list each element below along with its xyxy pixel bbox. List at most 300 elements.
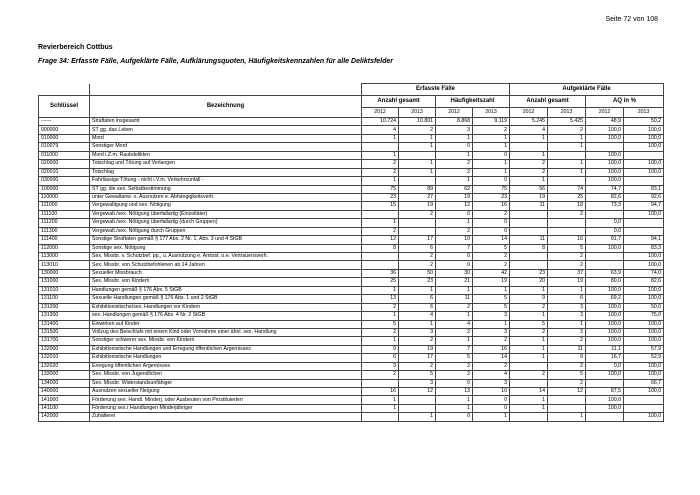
cell-erfasst-anzahl-2013: 2 [399, 126, 436, 134]
cell-haeufigkeit-2013: 1 [473, 143, 510, 151]
cell-aufgeklaert-anzahl-2012: 1 [510, 312, 548, 320]
cell-aufgeklaert-anzahl-2012: 19 [510, 193, 548, 201]
cell-bezeichnung: Erregung öffentlichen Ärgernisses [90, 362, 362, 370]
cell-aq-2012 [586, 379, 624, 387]
cell-haeufigkeit-2013: 23 [473, 193, 510, 201]
table-caption: Frage 34: Erfasste Fälle, Aufgeklärte Fälle, Aufklärungsquoten, Häufigkeitskennzahlen für alle Deliktsfelder [38, 58, 394, 65]
table-row [39, 354, 664, 362]
cell-aq-2012: 0,0 [586, 219, 624, 227]
cell-bezeichnung: Sonstige sex. Nötigung [90, 244, 362, 252]
cell-haeufigkeit-2013: 0 [473, 151, 510, 159]
cell-erfasst-anzahl-2013: 17 [399, 236, 436, 244]
cell-aq-2012: 100,0 [586, 320, 624, 328]
cell-schluessel: 132020 [39, 362, 90, 370]
cell-aufgeklaert-anzahl-2013: 1 [548, 413, 586, 421]
cell-aq-2012: 100,0 [586, 126, 624, 134]
cell-aufgeklaert-anzahl-2013: 5.425 [548, 118, 586, 126]
cell-erfasst-anzahl-2012: 15 [362, 202, 399, 210]
cell-bezeichnung: Mord [90, 134, 362, 142]
cell-aq-2013: 100,0 [624, 413, 664, 421]
cell-aq-2012: 82,6 [586, 193, 624, 201]
cell-aq-2013: 92,6 [624, 193, 664, 201]
header-year: 2013 [548, 108, 586, 118]
cell-erfasst-anzahl-2013: 6 [399, 303, 436, 311]
cell-erfasst-anzahl-2012: 5 [362, 320, 399, 328]
cell-haeufigkeit-2013: 5 [473, 295, 510, 303]
cell-haeufigkeit-2012: 0 [436, 261, 473, 269]
cell-haeufigkeit-2013: 2 [473, 261, 510, 269]
cell-haeufigkeit-2013: 0 [473, 227, 510, 235]
cell-erfasst-anzahl-2012 [362, 253, 399, 261]
table-row [39, 371, 664, 379]
cell-erfasst-anzahl-2013 [399, 177, 436, 185]
cell-aufgeklaert-anzahl-2012: 20 [510, 278, 548, 286]
cell-erfasst-anzahl-2012: 1 [362, 219, 399, 227]
cell-bezeichnung: Straftaten insgesamt [90, 118, 362, 126]
table-row [39, 210, 664, 218]
cell-erfasst-anzahl-2013: 1 [399, 134, 436, 142]
cell-haeufigkeit-2012: 1 [436, 337, 473, 345]
cell-erfasst-anzahl-2013 [399, 396, 436, 404]
cell-aq-2012: 100,0 [586, 151, 624, 159]
cell-haeufigkeit-2012: 1 [436, 177, 473, 185]
table-row [39, 134, 664, 142]
cell-aq-2013: 75,0 [624, 312, 664, 320]
cell-aufgeklaert-anzahl-2013: 2 [548, 253, 586, 261]
cell-aufgeklaert-anzahl-2012: 5.245 [510, 118, 548, 126]
cell-schluessel: 141000 [39, 396, 90, 404]
cell-erfasst-anzahl-2012: 2 [362, 160, 399, 168]
cell-aufgeklaert-anzahl-2012: 1 [510, 345, 548, 353]
cell-aq-2013: 50,2 [624, 118, 664, 126]
cell-aufgeklaert-anzahl-2012: 1 [510, 337, 548, 345]
header-year: 2012 [362, 108, 399, 118]
header-aq: AQ in % [586, 96, 664, 108]
cell-aufgeklaert-anzahl-2012: 2 [510, 160, 548, 168]
cell-bezeichnung: Förderung sex.r Handlungen Minderjähriger [90, 404, 362, 412]
cell-aq-2013: 100,0 [624, 143, 664, 151]
cell-aq-2013: 57,9 [624, 345, 664, 353]
cell-erfasst-anzahl-2012: 4 [362, 126, 399, 134]
table-row [39, 253, 664, 261]
cell-erfasst-anzahl-2013: 17 [399, 354, 436, 362]
cell-haeufigkeit-2012: 7 [436, 244, 473, 252]
cell-erfasst-anzahl-2013: 1 [399, 168, 436, 176]
cell-bezeichnung: Sex. Missbr. Widerstandsunfähiger [90, 379, 362, 387]
cell-schluessel: 131700 [39, 337, 90, 345]
cell-bezeichnung: Sexuelle Handlungen gemäß § 176 Abs. 1 und 2 StGB [90, 295, 362, 303]
cell-haeufigkeit-2012: 4 [436, 320, 473, 328]
cell-aufgeklaert-anzahl-2012 [510, 413, 548, 421]
table-row [39, 286, 664, 294]
cell-erfasst-anzahl-2013: 1 [399, 286, 436, 294]
cell-aq-2012: 73,3 [586, 202, 624, 210]
cell-schluessel: 111000 [39, 202, 90, 210]
cell-haeufigkeit-2013: 0 [473, 177, 510, 185]
cell-erfasst-anzahl-2013: 10.801 [399, 118, 436, 126]
cell-erfasst-anzahl-2012: 25 [362, 278, 399, 286]
cell-aq-2012: 100,0 [586, 312, 624, 320]
cell-aufgeklaert-anzahl-2013 [548, 219, 586, 227]
cell-aufgeklaert-anzahl-2012: 2 [510, 371, 548, 379]
cell-haeufigkeit-2013: 0 [473, 396, 510, 404]
cell-schluessel: 100000 [39, 185, 90, 193]
cell-aq-2012: 91,7 [586, 236, 624, 244]
cell-haeufigkeit-2013: 4 [473, 371, 510, 379]
cell-schluessel: 131100 [39, 295, 90, 303]
cell-erfasst-anzahl-2012: 2 [362, 227, 399, 235]
table-row [39, 177, 664, 185]
cell-aufgeklaert-anzahl-2012 [510, 362, 548, 370]
table-row [39, 413, 664, 421]
cell-erfasst-anzahl-2012: 1 [362, 404, 399, 412]
cell-aq-2012: 74,7 [586, 185, 624, 193]
cell-aq-2013: 83,3 [624, 244, 664, 252]
header-schluessel: Schlüssel [39, 96, 90, 118]
cell-aufgeklaert-anzahl-2012 [510, 210, 548, 218]
cell-haeufigkeit-2012: 2 [436, 362, 473, 370]
cell-aufgeklaert-anzahl-2013: 3 [548, 312, 586, 320]
table-body [39, 118, 664, 422]
cell-aufgeklaert-anzahl-2012: 8 [510, 244, 548, 252]
table-row [39, 388, 664, 396]
table-row [39, 244, 664, 252]
cell-bezeichnung: ST gg. das Leben [90, 126, 362, 134]
cell-erfasst-anzahl-2013 [399, 219, 436, 227]
cell-aufgeklaert-anzahl-2012: 2 [510, 328, 548, 336]
cell-haeufigkeit-2012: 1 [436, 134, 473, 142]
header-blank [39, 84, 90, 96]
cell-schluessel: 112000 [39, 244, 90, 252]
cell-bezeichnung: Sex. Missbr. von Kindern [90, 278, 362, 286]
cell-aufgeklaert-anzahl-2013: 2 [548, 379, 586, 387]
cell-haeufigkeit-2013: 75 [473, 185, 510, 193]
cell-aufgeklaert-anzahl-2012: 1 [510, 177, 548, 185]
cell-aq-2013: 82,6 [624, 278, 664, 286]
cell-haeufigkeit-2013: 5 [473, 244, 510, 252]
cell-bezeichnung: Vergewalt./sex. Nötigung überfallartig (Einzeltäter) [90, 210, 362, 218]
cell-haeufigkeit-2012: 30 [436, 269, 473, 277]
cell-aq-2013: 100,0 [624, 286, 664, 294]
cell-haeufigkeit-2012: 11 [436, 295, 473, 303]
statistics-table [38, 83, 664, 422]
cell-haeufigkeit-2013: 3 [473, 328, 510, 336]
cell-erfasst-anzahl-2013: 1 [399, 413, 436, 421]
cell-haeufigkeit-2013: 0 [473, 404, 510, 412]
cell-schluessel: 132000 [39, 345, 90, 353]
cell-aufgeklaert-anzahl-2012: 23 [510, 269, 548, 277]
cell-aufgeklaert-anzahl-2012 [510, 379, 548, 387]
page-number: Seite 72 von 108 [605, 16, 658, 23]
cell-schluessel: 011000 [39, 151, 90, 159]
cell-aq-2012: 100,0 [586, 337, 624, 345]
table-row [39, 404, 664, 412]
cell-erfasst-anzahl-2013: 19 [399, 345, 436, 353]
cell-aq-2012: 100,0 [586, 303, 624, 311]
cell-erfasst-anzahl-2013: 1 [399, 160, 436, 168]
cell-erfasst-anzahl-2013: 3 [399, 379, 436, 387]
header-year: 2013 [624, 108, 664, 118]
table-row [39, 337, 664, 345]
cell-aufgeklaert-anzahl-2012: 1 [510, 151, 548, 159]
cell-aq-2012 [586, 253, 624, 261]
cell-erfasst-anzahl-2013: 19 [399, 202, 436, 210]
cell-haeufigkeit-2013: 42 [473, 269, 510, 277]
cell-aufgeklaert-anzahl-2012: 14 [510, 388, 548, 396]
cell-aq-2012: 87,5 [586, 388, 624, 396]
cell-haeufigkeit-2013: 1 [473, 134, 510, 142]
cell-aq-2013: 52,9 [624, 354, 664, 362]
cell-aq-2012: 80,0 [586, 278, 624, 286]
cell-erfasst-anzahl-2012: 2 [362, 168, 399, 176]
cell-aufgeklaert-anzahl-2013: 1 [548, 134, 586, 142]
cell-aufgeklaert-anzahl-2012 [510, 261, 548, 269]
cell-erfasst-anzahl-2013: 50 [399, 269, 436, 277]
cell-schluessel: 131300 [39, 312, 90, 320]
cell-bezeichnung: Sonstige Straftaten gemäß § 177 Abs. 2 Nr. 1, Abs. 3 und 4 StGB [90, 236, 362, 244]
table-row [39, 193, 664, 201]
cell-erfasst-anzahl-2012: 8 [362, 244, 399, 252]
header-year: 2012 [586, 108, 624, 118]
cell-aufgeklaert-anzahl-2012: 1 [510, 286, 548, 294]
cell-aq-2013: 66,7 [624, 379, 664, 387]
cell-haeufigkeit-2013: 1 [473, 160, 510, 168]
cell-bezeichnung: Sex. Missbr. v. Schutzbef. pp., u. Ausnutzung e. Amtsst. o.e. Vertrauensverh. [90, 253, 362, 261]
cell-aufgeklaert-anzahl-2013: 2 [548, 210, 586, 218]
cell-bezeichnung: Fahrlässige Tötung - nicht i.V.m. Verkehrsunfall - [90, 177, 362, 185]
cell-haeufigkeit-2012: 19 [436, 193, 473, 201]
cell-aq-2013 [624, 227, 664, 235]
cell-aq-2012: 0,0 [586, 227, 624, 235]
cell-schluessel: 130000 [39, 269, 90, 277]
cell-erfasst-anzahl-2013: 2 [399, 253, 436, 261]
cell-aq-2012 [586, 413, 624, 421]
cell-erfasst-anzahl-2012 [362, 210, 399, 218]
cell-erfasst-anzahl-2012: 1 [362, 396, 399, 404]
cell-haeufigkeit-2012: 1 [436, 286, 473, 294]
cell-haeufigkeit-2012: 2 [436, 168, 473, 176]
cell-bezeichnung: Mord i.Z.m. Raubdelikten [90, 151, 362, 159]
cell-aufgeklaert-anzahl-2013: 1 [548, 168, 586, 176]
cell-erfasst-anzahl-2013: 2 [399, 210, 436, 218]
cell-schluessel: 111100 [39, 210, 90, 218]
cell-schluessel: 000000 [39, 126, 90, 134]
cell-aufgeklaert-anzahl-2012: 4 [510, 126, 548, 134]
cell-aufgeklaert-anzahl-2012: 2 [510, 168, 548, 176]
cell-aufgeklaert-anzahl-2012: 1 [510, 134, 548, 142]
header-year: 2013 [399, 108, 436, 118]
cell-schluessel: 131400 [39, 320, 90, 328]
table-row [39, 126, 664, 134]
cell-aq-2012: 100,0 [586, 168, 624, 176]
cell-haeufigkeit-2012: 0 [436, 253, 473, 261]
cell-haeufigkeit-2013: 2 [473, 362, 510, 370]
cell-haeufigkeit-2013: 3 [473, 312, 510, 320]
cell-haeufigkeit-2013: 16 [473, 345, 510, 353]
cell-bezeichnung: Sex. Missbr. von Schutzbefohlenen ab 14 Jahren [90, 261, 362, 269]
cell-erfasst-anzahl-2013: 5 [399, 371, 436, 379]
cell-bezeichnung: Sexueller Missbrauch [90, 269, 362, 277]
cell-schluessel: 010000 [39, 134, 90, 142]
cell-aq-2012: 16,7 [586, 354, 624, 362]
cell-erfasst-anzahl-2013: 12 [399, 388, 436, 396]
cell-schluessel: 140000 [39, 388, 90, 396]
cell-haeufigkeit-2012: 5 [436, 354, 473, 362]
cell-bezeichnung: Totschlag und Tötung auf Verlangen [90, 160, 362, 168]
cell-haeufigkeit-2013: 1 [473, 320, 510, 328]
cell-bezeichnung: sex. Handlungen gemäß § 176 Abs. 4 Nr. 2 StGB [90, 312, 362, 320]
cell-bezeichnung: Sonstiger schwerer sex. Missbr. von Kindern [90, 337, 362, 345]
cell-haeufigkeit-2012: 62 [436, 185, 473, 193]
cell-erfasst-anzahl-2012: 6 [362, 354, 399, 362]
cell-aufgeklaert-anzahl-2013 [548, 396, 586, 404]
table-row [39, 202, 664, 210]
cell-haeufigkeit-2012: 2 [436, 328, 473, 336]
cell-erfasst-anzahl-2012 [362, 413, 399, 421]
table-row [39, 261, 664, 269]
cell-schluessel: 111200 [39, 219, 90, 227]
cell-aq-2012: 100,0 [586, 286, 624, 294]
cell-haeufigkeit-2012: 0 [436, 379, 473, 387]
cell-haeufigkeit-2012: 0 [436, 210, 473, 218]
cell-aq-2012: 100,0 [586, 371, 624, 379]
cell-aufgeklaert-anzahl-2013 [548, 177, 586, 185]
cell-erfasst-anzahl-2012: 23 [362, 193, 399, 201]
cell-aq-2012: 69,2 [586, 295, 624, 303]
table-row [39, 160, 664, 168]
cell-aufgeklaert-anzahl-2013: 2 [548, 126, 586, 134]
cell-aufgeklaert-anzahl-2012: 11 [510, 236, 548, 244]
cell-aufgeklaert-anzahl-2013: 3 [548, 328, 586, 336]
cell-haeufigkeit-2012: 1 [436, 404, 473, 412]
cell-erfasst-anzahl-2013: 3 [399, 328, 436, 336]
cell-aufgeklaert-anzahl-2012: 56 [510, 185, 548, 193]
table-row [39, 143, 664, 151]
cell-erfasst-anzahl-2013: 89 [399, 185, 436, 193]
region-title: Revierbereich Cottbus [38, 44, 113, 51]
cell-schluessel: 131000 [39, 278, 90, 286]
cell-aufgeklaert-anzahl-2012 [510, 253, 548, 261]
cell-aq-2013 [624, 396, 664, 404]
cell-erfasst-anzahl-2013: 6 [399, 295, 436, 303]
cell-aq-2013: 100,0 [624, 371, 664, 379]
cell-aufgeklaert-anzahl-2013: 9 [548, 354, 586, 362]
cell-schluessel: 133000 [39, 371, 90, 379]
cell-aufgeklaert-anzahl-2013 [548, 404, 586, 412]
cell-aufgeklaert-anzahl-2013: 37 [548, 269, 586, 277]
cell-haeufigkeit-2012: 1 [436, 151, 473, 159]
cell-haeufigkeit-2012: 13 [436, 388, 473, 396]
cell-aufgeklaert-anzahl-2013 [548, 151, 586, 159]
cell-haeufigkeit-2013: 2 [473, 337, 510, 345]
cell-haeufigkeit-2013: 0 [473, 219, 510, 227]
cell-aq-2013: 100,0 [624, 362, 664, 370]
cell-aufgeklaert-anzahl-2013: 1 [548, 286, 586, 294]
cell-erfasst-anzahl-2012 [362, 261, 399, 269]
cell-haeufigkeit-2013: 1 [473, 168, 510, 176]
cell-aufgeklaert-anzahl-2013: 11 [548, 345, 586, 353]
cell-schluessel: 020000 [39, 160, 90, 168]
cell-bezeichnung: Förderung sex. Handl. Minderj. oder Ausbeuten von Prostituierten [90, 396, 362, 404]
cell-erfasst-anzahl-2013: 6 [399, 244, 436, 252]
cell-aq-2013 [624, 177, 664, 185]
cell-schluessel: 113000 [39, 253, 90, 261]
cell-aufgeklaert-anzahl-2013: 2 [548, 362, 586, 370]
cell-aq-2012: 100,0 [586, 396, 624, 404]
cell-haeufigkeit-2013: 14 [473, 354, 510, 362]
cell-aq-2013: 100,0 [624, 295, 664, 303]
cell-schluessel: 111300 [39, 227, 90, 235]
cell-aq-2012: 63,9 [586, 269, 624, 277]
cell-bezeichnung: Zuhälterei [90, 413, 362, 421]
cell-aq-2013: 94,1 [624, 236, 664, 244]
cell-erfasst-anzahl-2012: 1 [362, 177, 399, 185]
cell-haeufigkeit-2013: 3 [473, 379, 510, 387]
cell-haeufigkeit-2012: 3 [436, 126, 473, 134]
table-row [39, 312, 664, 320]
cell-haeufigkeit-2013: 2 [473, 210, 510, 218]
cell-schluessel: 141100 [39, 404, 90, 412]
cell-erfasst-anzahl-2013: 23 [399, 278, 436, 286]
table-row [39, 303, 664, 311]
cell-bezeichnung: Einwirken auf Kinder [90, 320, 362, 328]
cell-aufgeklaert-anzahl-2012 [510, 219, 548, 227]
cell-haeufigkeit-2012: 10 [436, 236, 473, 244]
cell-schluessel: 030000 [39, 177, 90, 185]
cell-bezeichnung: Handlungen gemäß § 176 Abs. 5 StGB [90, 286, 362, 294]
cell-aufgeklaert-anzahl-2012: 2 [510, 303, 548, 311]
cell-aufgeklaert-anzahl-2013: 1 [548, 143, 586, 151]
cell-erfasst-anzahl-2012: 3 [362, 362, 399, 370]
cell-haeufigkeit-2012: 0 [436, 413, 473, 421]
cell-haeufigkeit-2012: 0 [436, 143, 473, 151]
cell-aufgeklaert-anzahl-2013: 5 [548, 371, 586, 379]
cell-haeufigkeit-2012: 21 [436, 278, 473, 286]
cell-haeufigkeit-2012: 1 [436, 219, 473, 227]
cell-aq-2012: 100,0 [586, 177, 624, 185]
cell-aq-2013 [624, 404, 664, 412]
cell-bezeichnung: Vergewalt./sex. Nötigung überfallartig (durch Gruppen) [90, 219, 362, 227]
cell-erfasst-anzahl-2013: 27 [399, 193, 436, 201]
table-row [39, 227, 664, 235]
cell-aq-2012: 100,0 [586, 160, 624, 168]
cell-erfasst-anzahl-2012 [362, 379, 399, 387]
cell-aq-2013: 100,0 [624, 168, 664, 176]
cell-aufgeklaert-anzahl-2013: 1 [548, 160, 586, 168]
cell-haeufigkeit-2012: 12 [436, 202, 473, 210]
cell-haeufigkeit-2012: 2 [436, 227, 473, 235]
table-row [39, 236, 664, 244]
cell-aufgeklaert-anzahl-2013: 19 [548, 278, 586, 286]
cell-erfasst-anzahl-2013: 4 [399, 312, 436, 320]
cell-aufgeklaert-anzahl-2012 [510, 227, 548, 235]
header-anzahl-gesamt-aufgeklaert: Anzahl gesamt [510, 96, 586, 108]
cell-aufgeklaert-anzahl-2013: 1 [548, 320, 586, 328]
cell-bezeichnung: ST gg. die sex. Selbstbestimmung [90, 185, 362, 193]
cell-erfasst-anzahl-2012: 13 [362, 295, 399, 303]
cell-erfasst-anzahl-2013 [399, 227, 436, 235]
table-row [39, 396, 664, 404]
cell-haeufigkeit-2012: 1 [436, 312, 473, 320]
cell-schluessel: 134000 [39, 379, 90, 387]
cell-erfasst-anzahl-2012: 75 [362, 185, 399, 193]
cell-haeufigkeit-2013: 19 [473, 278, 510, 286]
cell-haeufigkeit-2013: 2 [473, 126, 510, 134]
cell-erfasst-anzahl-2013: 2 [399, 362, 436, 370]
cell-aufgeklaert-anzahl-2013: 12 [548, 388, 586, 396]
cell-bezeichnung: Exhibitionistische Handlungen [90, 354, 362, 362]
cell-erfasst-anzahl-2013: 1 [399, 143, 436, 151]
